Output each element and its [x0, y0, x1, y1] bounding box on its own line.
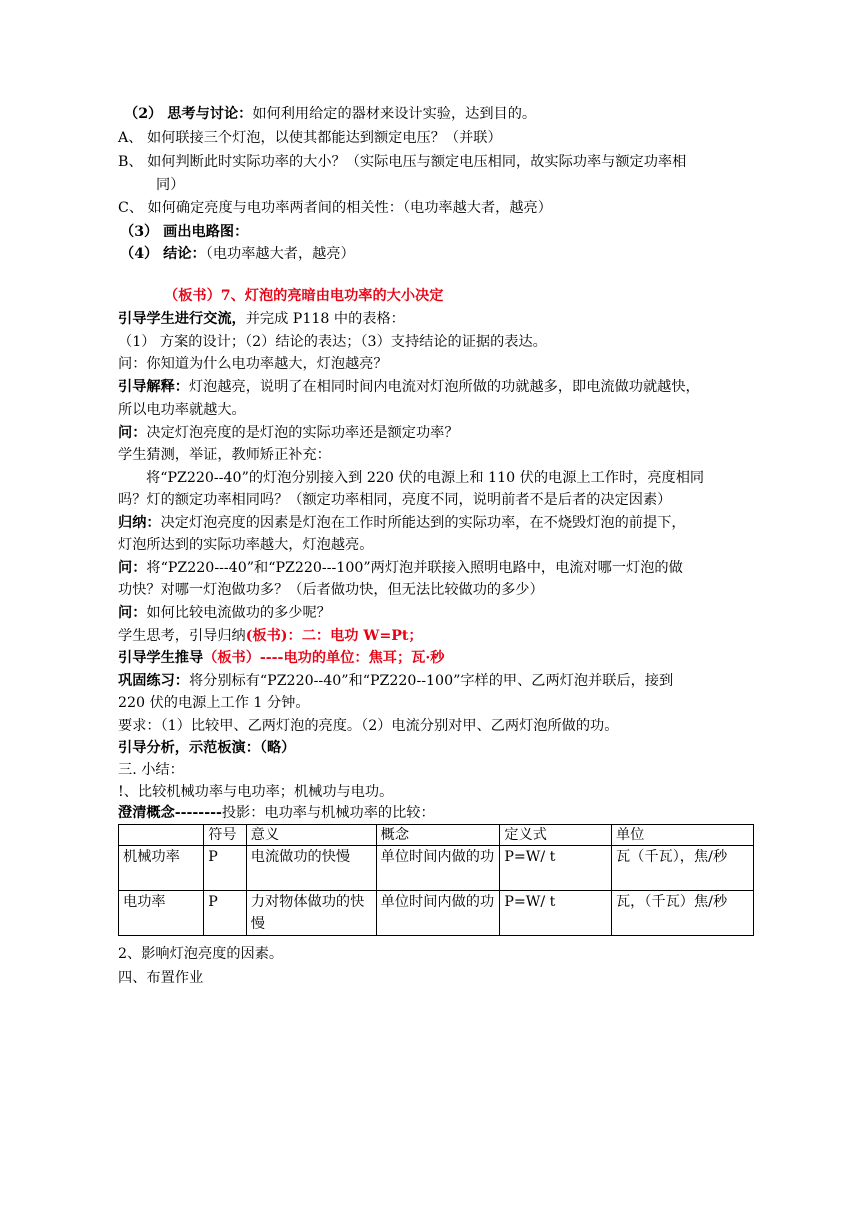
table-cell: 电功率 [119, 891, 204, 936]
text-line-summary-cont [118, 535, 373, 555]
text-run: 问：你知道为什么电功率越大，灯泡越亮？ [118, 356, 388, 372]
text-run: 将“PZ220--40”的灯泡分别接入到 220 伏的电源上和 110 伏的电源上工作时，亮度相同 [146, 470, 705, 486]
text-line-b [118, 152, 686, 172]
text-line-b-cont [156, 175, 184, 195]
text-run: 220 伏的电源上工作 1 分钟。 [118, 695, 310, 711]
text-run: 灯泡越亮，说明了在相同时间内电流对灯泡所做的功就越多，即电流做功就越快， [188, 379, 700, 395]
text-run: （4） 结论： [120, 246, 206, 262]
table-header-row [119, 825, 754, 846]
text-run: （板书）----电功的单位：焦耳；瓦·秒 [203, 650, 445, 666]
section-heading-homework [118, 968, 203, 988]
text-line-a [118, 128, 502, 148]
text-line-board-work [118, 626, 423, 646]
text-run: （板书）7、灯泡的亮暗由电功率的大小决定 [164, 288, 444, 304]
text-run: 决定灯泡亮度的因素是灯泡在工作时所能达到的实际功率，在不烧毁灯泡的前提下， [160, 515, 686, 531]
board-heading-7 [164, 286, 443, 306]
text-run: (板书)：二：电功 W=Pt； [245, 628, 423, 644]
text-run: 学生思考，引导归纳 [118, 628, 246, 644]
text-run: 投影：电功率与机械功率的比较： [221, 805, 435, 821]
text-line-example [146, 468, 704, 488]
text-line-conclusion [120, 244, 355, 264]
table-row [119, 846, 754, 891]
text-run: 决定灯泡亮度的是灯泡的实际功率还是额定功率？ [146, 425, 459, 441]
text-run: 问： [118, 560, 147, 576]
table-row [119, 891, 754, 936]
text-line-exercise-cont [118, 693, 310, 713]
text-line-thinking [124, 104, 536, 124]
text-run: A、 如何联接三个灯泡，以使其都能达到额定电压？（并联） [118, 130, 502, 146]
text-run: （1） 方案的设计；（2）结论的表达；（3）支持结论的证据的表达。 [118, 334, 547, 350]
text-line-question-3-cont [118, 580, 544, 600]
table-header-cell [119, 825, 204, 846]
text-run: 问： [118, 605, 147, 621]
text-line-c [118, 198, 552, 218]
text-run: 灯泡所达到的实际功率越大，灯泡越亮。 [118, 537, 374, 553]
text-run: 归纳： [118, 515, 161, 531]
text-run: 三. 小结： [118, 762, 184, 778]
text-line-requirements [118, 716, 618, 736]
text-run: C、 如何确定亮度与电功率两者间的相关性：（电功率越大者，越亮） [118, 200, 552, 216]
text-run: 思考与讨论： [167, 106, 253, 122]
text-run: 巩固练习： [118, 673, 189, 689]
text-run: 引导学生进行交流， [118, 311, 246, 327]
text-line-guess [118, 445, 331, 465]
table-header-cell: 意义 [246, 825, 376, 846]
text-run: 将分别标有“PZ220--40”和“PZ220--100”字样的甲、乙两灯泡并联后，接到 [188, 673, 674, 689]
table-cell: 瓦，（千瓦）焦/秒 [611, 891, 753, 936]
table-cell: 单位时间内做的功 [376, 846, 500, 891]
text-line-summary [118, 513, 686, 533]
text-line-explain [118, 377, 700, 397]
text-line-exercise [118, 671, 673, 691]
text-run: 将“PZ220---40”和“PZ220---100”两灯泡并联接入照明电路中，电流对哪一灯泡的做 [146, 560, 683, 576]
text-run: 2、影响灯泡亮度的因素。 [118, 946, 284, 962]
table-cell: 瓦（千瓦），焦/秒 [611, 846, 753, 891]
text-run: 并完成 P118 中的表格： [245, 311, 405, 327]
table-cell: P [204, 891, 247, 936]
text-run: 同） [156, 177, 185, 193]
section-heading-summary [118, 760, 184, 780]
table-header-cell: 概念 [376, 825, 500, 846]
text-line-example-cont [118, 490, 671, 510]
text-run: 如何利用给定的器材来设计实验，达到目的。 [252, 106, 537, 122]
table-cell: P=W/ t [500, 891, 612, 936]
text-line-explain-cont [118, 400, 246, 420]
table-cell: 力对物体做功的快慢 [246, 891, 376, 936]
text-line-question-1 [118, 354, 388, 374]
text-run: 如何比较电流做功的多少呢？ [146, 605, 331, 621]
text-line-clarify [118, 803, 435, 823]
text-run: 澄清概念-------- [118, 805, 222, 821]
table-header-cell: 单位 [611, 825, 753, 846]
text-run: B、 如何判断此时实际功率的大小？（实际电压与额定电压相同，故实际功率与额定功率相 [118, 154, 687, 170]
text-line-guide-exchange [118, 309, 405, 329]
text-line-question-2 [118, 423, 459, 443]
text-run: 学生猜测，举证，教师矫正补充： [118, 447, 331, 463]
text-line-question-3 [118, 558, 683, 578]
text-run: !、比较机械功率与电功率；机械功与电功。 [118, 784, 394, 800]
text-run: （3） 画出电路图： [120, 224, 249, 240]
text-line-board-unit [118, 648, 444, 668]
text-line-question-4 [118, 603, 331, 623]
text-run: 吗？灯的额定功率相同吗？（额定功率相同，亮度不同，说明前者不是后者的决定因素） [118, 492, 672, 508]
table-cell: 机械功率 [119, 846, 204, 891]
text-run: （电功率越大者，越亮） [205, 246, 355, 262]
text-line-brightness-factors [118, 944, 283, 964]
text-run: （2） [124, 106, 168, 122]
text-run: 问： [118, 425, 147, 441]
table-header-cell: 符号 [204, 825, 247, 846]
table-cell: P=W/ t [500, 846, 612, 891]
text-line-plan [118, 332, 547, 352]
comparison-table [118, 824, 754, 936]
table-cell: 电流做功的快慢 [246, 846, 376, 891]
table-header-cell: 定义式 [500, 825, 612, 846]
text-run: 所以电功率就越大。 [118, 402, 246, 418]
text-run: 四、布置作业 [118, 970, 204, 986]
text-line-guide-analysis [118, 738, 295, 758]
text-run: 功快？对哪一灯泡做功多？（后者做功快，但无法比较做功的多少） [118, 582, 544, 598]
text-run: 引导学生推导 [118, 650, 204, 666]
text-run: 引导解释： [118, 379, 189, 395]
text-run: 引导分析，示范板演：（略） [118, 740, 296, 756]
text-run: 要求：（1）比较甲、乙两灯泡的亮度。（2）电流分别对甲、乙两灯泡所做的功。 [118, 718, 619, 734]
text-line-compare [118, 782, 393, 802]
text-line-circuit [120, 222, 248, 242]
table-cell: P [204, 846, 247, 891]
table-cell: 单位时间内做的功 [376, 891, 500, 936]
